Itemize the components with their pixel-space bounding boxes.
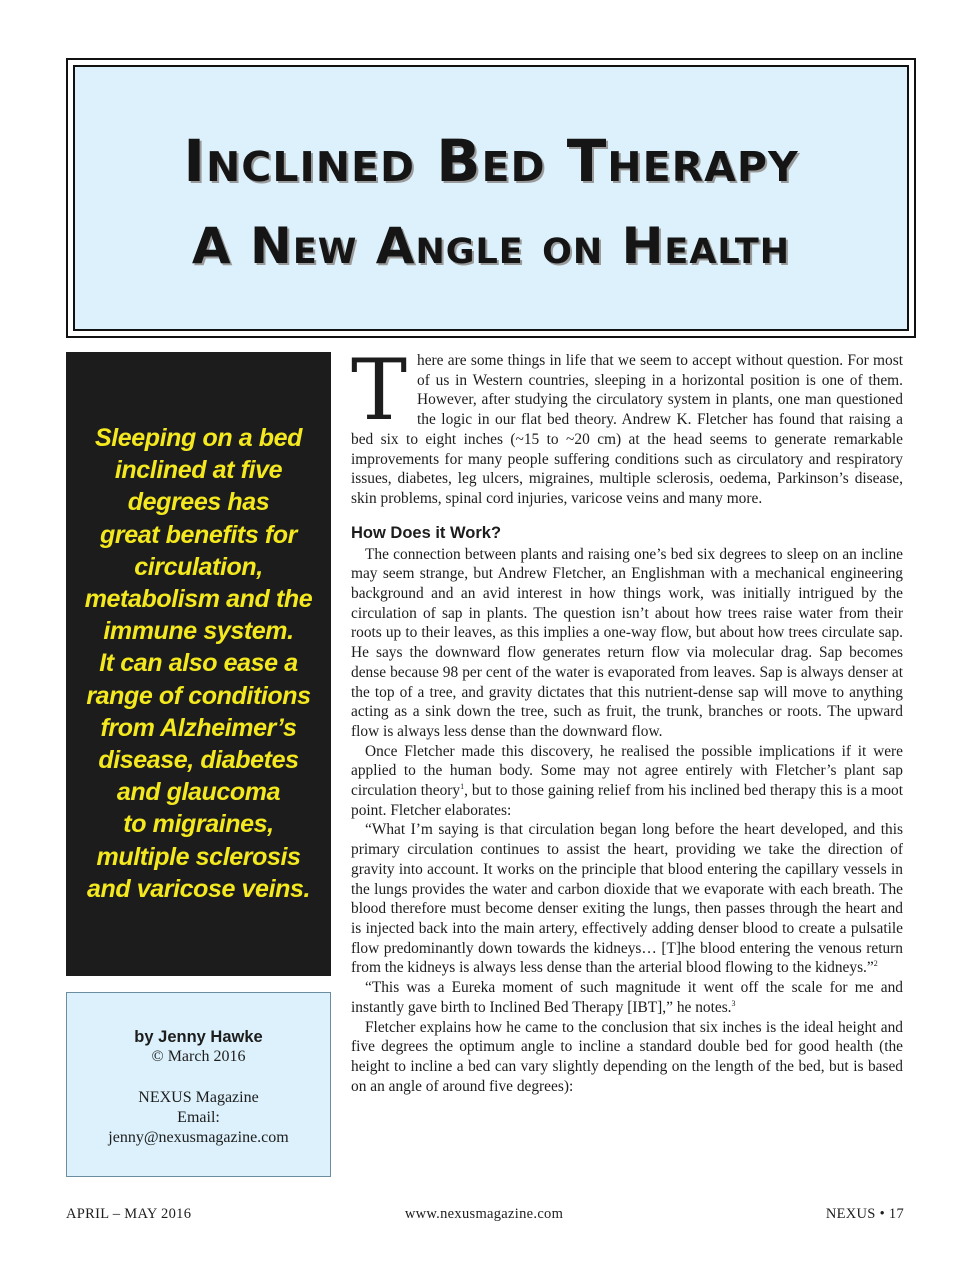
paragraph-text: , but to those gaining relief from his inclined bed therapy this is a moot point. Fletcher elaborates: bbox=[351, 782, 903, 819]
drop-cap: T bbox=[351, 341, 408, 439]
footnote-ref[interactable]: 3 bbox=[731, 998, 736, 1008]
website-url[interactable]: www.nexusmagazine.com bbox=[404, 1206, 564, 1222]
magazine-name: NEXUS Magazine bbox=[138, 1089, 259, 1106]
pull-quote-line: disease, diabetes bbox=[98, 746, 299, 775]
paragraph-text: “This was a Eureka moment of such magnitude it went off the scale for me and instantly gave birth to Inclined Bed Therapy [IBT],” he notes. bbox=[351, 979, 903, 1016]
pull-quote-line: circulation, bbox=[134, 552, 263, 581]
author-email-link[interactable]: jenny@nexusmagazine.com bbox=[108, 1129, 289, 1146]
pull-quote-line: degrees has bbox=[127, 488, 270, 517]
pull-quote-line: range of conditions bbox=[86, 681, 311, 710]
copyright-notice: © March 2016 bbox=[151, 1048, 246, 1065]
intro-paragraph bbox=[351, 341, 903, 509]
article-title: Inclined Bed Therapy bbox=[183, 127, 799, 195]
author-byline: by Jenny Hawke bbox=[134, 1028, 263, 1046]
article-subtitle: A New Angle on Health bbox=[191, 217, 791, 275]
paragraph-text: “What I’m saying is that circulation began long before the heart developed, and this primary circulation continues to assist the heart, providing we take the direction of gravity into account. It works on the principle that blood entering the capillary vessels in the lungs provides the water and carbon dioxide that we evaporate with each breath. The blood therefore must become denser exiting the lungs, then passes through the heart and is injected back into the main artery, effectively adding denser blood to create a pulsatile flow predominantly down towards the kidneys… [T]he blood entering the venous return from the kidneys is always less dense than the arterial blood flowing to the kidneys.” bbox=[351, 821, 903, 977]
pull-quote-line: It can also ease a bbox=[99, 649, 298, 678]
pull-quote-line: great benefits for bbox=[100, 520, 297, 549]
pull-quote-line: and varicose veins. bbox=[86, 874, 311, 903]
paragraph: The connection between plants and raising one’s bed six degrees to sleep on an incline may seem strange, but Andrew Fletcher, an Englishman with a mechanical engineering background and an avid interest in how things work, was initially intrigued by the circulation of sap in plants. The question isn’t about how trees raise water from their roots up to their leaves, as this implies a one-way flow, but about how trees circulate sap. He says the downward flow generates return flow via molecular drag. Sap becomes dense because 98 per cent of the water is evaporated from leaves. Sap is always denser at the top of a tree, and gravity dictates that this nutrient-dense sap will move to anything acting as a sink down the tree, such as fruit, the trunk, branches or roots. The upward flow is always less dense than the downward flow. bbox=[351, 545, 903, 740]
paragraph: Fletcher explains how he came to the conclusion that six inches is the ideal height and five degrees the optimum angle to incline a standard double bed for good health (the height to incline a bed can vary slightly depending on the length of the bed, but is based on an angle of around five degrees): bbox=[351, 1018, 903, 1095]
pull-quote-line: multiple sclerosis bbox=[96, 842, 301, 871]
pull-quote-line: Sleeping on a bed bbox=[94, 424, 303, 452]
title-box bbox=[66, 58, 916, 338]
pull-quote-line: to migraines, bbox=[123, 810, 274, 839]
issue-date: APRIL – MAY 2016 bbox=[66, 1206, 192, 1222]
pull-quote-line: from Alzheimer’s bbox=[100, 713, 297, 742]
pull-quote-line: and glaucoma bbox=[116, 778, 281, 807]
intro-text: here are some things in life that we seem to accept without question. For most of us in Western countries, sleeping in a horizontal position is one of them. However, after studying the circulatory system in plants, one man questioned the logic in our flat bed theory. Andrew K. Fletcher has found that raising a bed six to eight inches (~15 to ~20 cm) at the head seems to generate remarkable improvements for many people suffering conditions such as circulatory and respiratory issues, diabetes, leg ulcers, migraines, multiple sclerosis, oedema, Parkinson’s disease, skin problems, spinal cord injuries, varicose veins and many more. bbox=[351, 352, 903, 507]
pull-quote-line: metabolism and the bbox=[84, 585, 313, 614]
pull-quote-line: immune system. bbox=[103, 617, 294, 646]
page-number: NEXUS • 17 bbox=[825, 1206, 904, 1222]
pull-quote-line: inclined at five bbox=[114, 456, 283, 485]
quote-paragraph bbox=[351, 820, 903, 978]
pull-quote-text bbox=[66, 422, 331, 905]
website-link bbox=[0, 1206, 968, 1223]
pull-quote-box bbox=[66, 352, 331, 976]
quote-paragraph bbox=[351, 978, 903, 1017]
author-box bbox=[66, 992, 331, 1177]
section-heading: How Does it Work? bbox=[351, 523, 502, 542]
article-body bbox=[351, 341, 903, 1096]
title-panel bbox=[73, 65, 909, 331]
paragraph-text: Once Fletcher made this discovery, he realised the possible implications if it were applied to the human body. Some may not agree entirely with Fletcher’s plant sap circulation theory bbox=[351, 742, 903, 800]
email-label: Email: bbox=[177, 1109, 220, 1126]
paragraph bbox=[351, 742, 903, 821]
footnote-ref[interactable]: 1 bbox=[460, 781, 465, 791]
footnote-ref[interactable]: 2 bbox=[873, 959, 878, 969]
